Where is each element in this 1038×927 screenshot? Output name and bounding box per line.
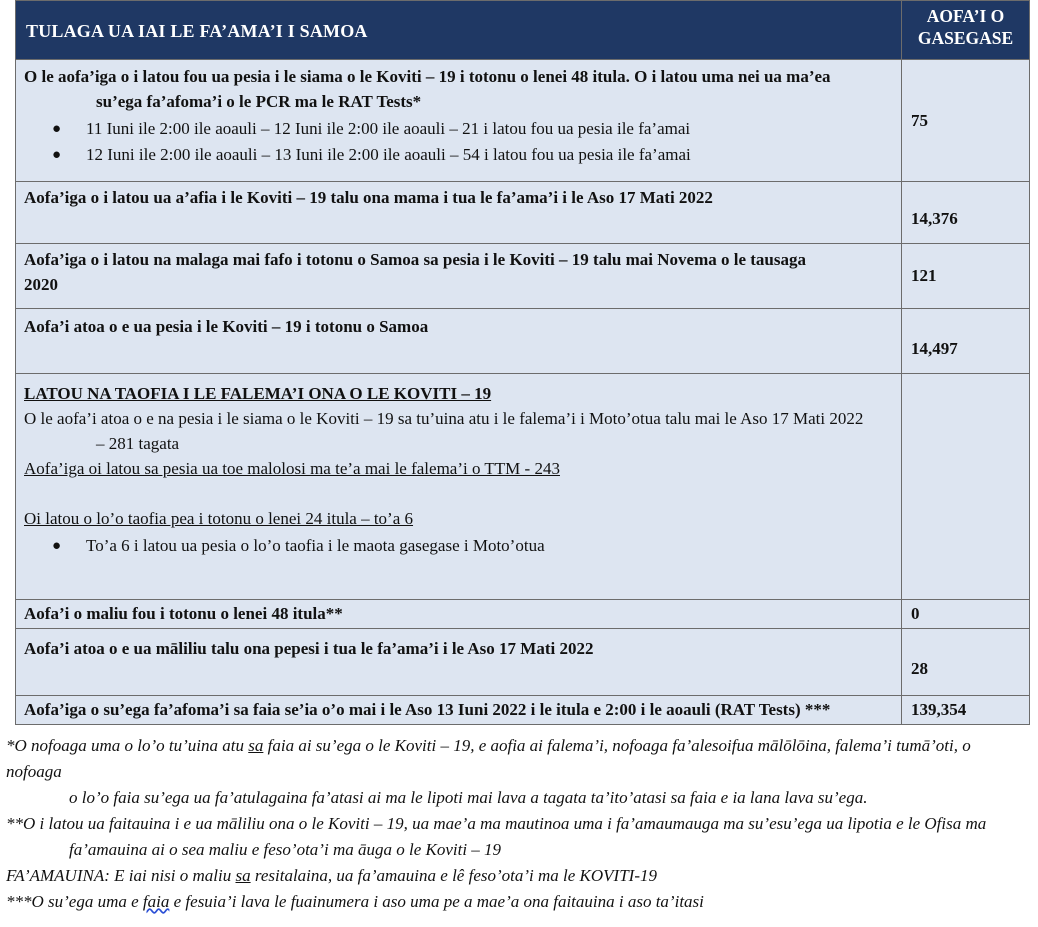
new-deaths-value: 0 xyxy=(902,600,1030,629)
new-cases-value: 75 xyxy=(902,60,1030,182)
footnote-4-text: ***O su’ega uma e xyxy=(6,892,143,911)
hospital-admitted-count: – 281 tagata xyxy=(96,434,180,453)
table-title-cell xyxy=(16,1,902,60)
list-item xyxy=(16,533,901,559)
tests-value: 139,354 xyxy=(902,696,1030,725)
list-item xyxy=(16,116,901,142)
hospital-heading: LATOU NA TAOFIA I LE FALEMA’I ONA O LE KOVITI – 19 xyxy=(24,384,492,403)
total-deaths-value: 28 xyxy=(902,629,1030,696)
total-deaths-label: Aofa’i atoa o e ua māliliu talu ona pepesi i tua le fa’ama’i i le Aso 17 Mati 2022 xyxy=(24,639,594,658)
count-header-line2: GASEGASE xyxy=(917,28,1014,48)
footnote-4 xyxy=(0,889,1030,915)
table-title: TULAGA UA IAI LE FA’AMA’I I SAMOA xyxy=(26,21,368,41)
footnote-1-underlined: sa xyxy=(248,736,264,755)
total-cases-value: 14,497 xyxy=(902,309,1030,374)
table-row-new-deaths xyxy=(16,600,1030,629)
footnote-3-underlined: sa xyxy=(235,866,251,885)
hospital-current-label: Oi latou o lo’o taofia pea i totonu o lenei 24 itula – to’a 6 xyxy=(24,509,414,528)
table-row-total-cases xyxy=(16,309,1030,374)
covid-status-table-container xyxy=(15,0,1029,725)
footnote-1-text-cont: faia ai su’ega o le Koviti – 19, e aofia ai falema’i, nofoaga fa’alesoifua mālōlōina, falema’i tumā’oti, o nofoaga xyxy=(6,736,971,781)
footnote-1-continuation: o lo’o faia su’ega ua fa’atulagaina fa’atasi ai ma le lipoti mai lava a tagata ta’ito’atasi sa faia e ia lana lava su’ega. xyxy=(69,788,868,807)
count-column-header xyxy=(902,1,1030,60)
footnote-4-text-cont: e fesuia’i lava le fuainumera i aso uma pe a mae’a ona faitauina i aso ta’itasi xyxy=(169,892,704,911)
footnote-3-text-cont: resitalaina, ua fa’amauina e lê feso’ota’i ma le KOVITI-19 xyxy=(250,866,657,885)
covid-status-table xyxy=(15,0,1030,725)
hospital-recovered-label: Aofa’iga oi latou sa pesia ua toe malolosi ma te’a mai le falema’i o TTM - 243 xyxy=(24,459,560,478)
footnote-3 xyxy=(0,863,1030,889)
table-header-row xyxy=(16,1,1030,60)
list-item xyxy=(16,142,901,168)
table-row-new-cases xyxy=(16,60,1030,182)
hospital-current-detail: To’a 6 i latou ua pesia o lo’o taofia i le maota gasegase i Moto’otua xyxy=(86,536,545,555)
bullet-icon: ● xyxy=(52,538,62,554)
new-cases-day2: 12 Iuni ile 2:00 ile aoauli – 13 Iuni ile 2:00 ile aoauli – 54 i latou fou ua pesia ile fa’amai xyxy=(86,145,691,164)
total-cases-label: Aofa’i atoa o e ua pesia i le Koviti – 19 i totonu o Samoa xyxy=(24,317,429,336)
new-cases-day1: 11 Iuni ile 2:00 ile aoauli – 12 Iuni ile 2:00 ile aoauli – 21 i latou fou ua pesia ile fa’amai xyxy=(86,119,691,138)
tests-label: Aofa’iga o su’ega fa’afoma’i sa faia se’ia o’o mai i le Aso 13 Iuni 2022 i le itula e 2:00 i le aoauli (RAT Tests) *** xyxy=(24,700,831,719)
hospital-admitted-label: O le aofa’i atoa o e na pesia i le siama o le Koviti – 19 sa tu’uina atu i le falema’i i Moto’otua talu mai le Aso 17 Mati 2022 xyxy=(24,409,864,428)
hospital-value xyxy=(902,374,1030,600)
table-row-travellers xyxy=(16,244,1030,309)
cases-since-march-value: 14,376 xyxy=(902,182,1030,244)
table-row-tests xyxy=(16,696,1030,725)
new-cases-label-cont: su’ega fa’afoma’i o le PCR ma le RAT Tests* xyxy=(96,92,422,111)
footnote-3-text: FA’AMAUINA: E iai nisi o maliu xyxy=(6,866,236,885)
new-deaths-label: Aofa’i o maliu fou i totonu o lenei 48 itula** xyxy=(24,604,343,623)
footnote-4-spellcheck-word: faia xyxy=(142,892,170,911)
travellers-label-cont: 2020 xyxy=(24,275,58,294)
footnote-2: **O i latou ua faitauina i e ua māliliu ona o le Koviti – 19, ua mae’a ma mautinoa uma i fa’amaumauga ma su’esu’ega ua lipotia e le Ofisa ma xyxy=(6,814,987,833)
table-row-cases-since-march xyxy=(16,182,1030,244)
cases-since-march-label: Aofa’iga o i latou ua a’afia i le Koviti – 19 talu ona mama i tua le fa’ama’i i le Aso 17 Mati 2022 xyxy=(24,188,713,207)
travellers-label: Aofa’iga o i latou na malaga mai fafo i totonu o Samoa sa pesia i le Koviti – 19 talu mai Novema o le tausaga xyxy=(24,250,806,269)
table-row-total-deaths xyxy=(16,629,1030,696)
table-row-hospital xyxy=(16,374,1030,600)
travellers-value: 121 xyxy=(902,244,1030,309)
footnote-2-continuation: fa’amauina ai o sea maliu e feso’ota’i ma āuga o le Koviti – 19 xyxy=(69,840,502,859)
footnotes xyxy=(0,733,1030,915)
footnote-1 xyxy=(0,733,1030,785)
bullet-icon: ● xyxy=(52,147,62,163)
bullet-icon: ● xyxy=(52,121,62,137)
footnote-1-text: *O nofoaga uma o lo’o tu’uina atu xyxy=(6,736,249,755)
count-header-line1: AOFA’I O xyxy=(926,6,1005,26)
new-cases-label: O le aofa’iga o i latou fou ua pesia i le siama o le Koviti – 19 i totonu o lenei 48 itula. O i latou uma nei ua ma’ea xyxy=(24,67,831,86)
